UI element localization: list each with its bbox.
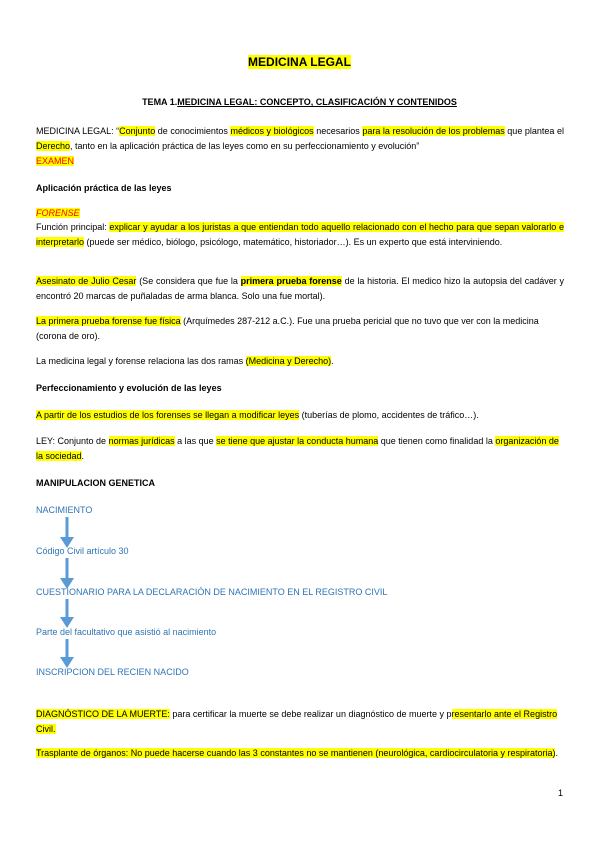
flow-step-codigo-civil: Código Civil artículo 30 [36,546,129,556]
definition-paragraph: MEDICINA LEGAL: “Conjunto de conocimientos médicos y biológicos necesarios para la resolución de los problemas que plantea el Derecho, tanto en la aplicación práctica de las leyes como en su perfeccionamiento y evolución” EXAMEN [36,126,564,166]
heading-manipulacion: MANIPULACION GENETICA [36,478,155,488]
fisica-paragraph: La primera prueba forense fue física (Arquímedes 287-212 a.C.). Fue una prueba pericial que no tuvo que ver con la medicina (corona de oro). [36,316,539,341]
flow-arrow-icon [58,558,76,590]
estudios-paragraph: A partir de los estudios de los forenses se llegan a modificar leyes (tuberías de plomo, accidentes de tráfico…). [36,410,479,420]
trasplante-paragraph: Trasplante de órganos: No puede hacerse cuando las 3 constantes no se mantienen (neurológica, cardiocirculatoria y respiratoria). [36,748,558,758]
flow-step-nacimiento: NACIMIENTO [36,505,93,515]
julio-cesar-paragraph: Asesinato de Julio Cesar (Se considera que fue la primera prueba forense de la historia. El medico hizo la autopsia del cadáver y encontró 20 marcas de puñaladas de arma blanca. Solo una fue mortal). [36,276,564,301]
exam-badge: EXAMEN [36,156,75,166]
ley-paragraph: LEY: Conjunto de normas jurídicas a las que se tiene que ajustar la conducta humana que tienen como finalidad la organización de la sociedad. [36,436,559,461]
forense-paragraph: Función principal: explicar y ayudar a los juristas a que entiendan todo aquello relacionado con el hecho para que sepan valorarlo e interpretarlo (puede ser médico, biólogo, psicólogo, matemático, historiador…). Es un experto que está interviniendo. [36,222,564,247]
ramas-paragraph: La medicina legal y forense relaciona las dos ramas (Medicina y Derecho). [36,356,334,366]
flow-step-cuestionario: CUESTIONARIO PARA LA DECLARACIÓN DE NACIMIENTO EN EL REGISTRO CIVIL [36,587,388,597]
section-title: TEMA 1.MEDICINA LEGAL: CONCEPTO, CLASIFICACIÓN Y CONTENIDOS [142,97,457,107]
flow-arrow-icon [58,599,76,629]
flow-arrow-icon [58,517,76,549]
flow-step-inscripcion: INSCRIPCION DEL RECIEN NACIDO [36,667,189,677]
document-title: MEDICINA LEGAL [248,55,351,69]
flow-arrow-icon [58,639,76,669]
forense-label: FORENSE [36,208,80,218]
flow-step-parte-facultativo: Parte del facultativo que asistió al nacimiento [36,627,217,637]
page-number: 1 [557,788,563,798]
heading-aplicacion: Aplicación práctica de las leyes [36,183,172,193]
diagnostico-paragraph: DIAGNÓSTICO DE LA MUERTE: para certificar la muerte se debe realizar un diagnóstico de muerte y presentarlo ante el Registro Civil. [36,709,558,734]
heading-perfeccionamiento: Perfeccionamiento y evolución de las leyes [36,383,222,393]
